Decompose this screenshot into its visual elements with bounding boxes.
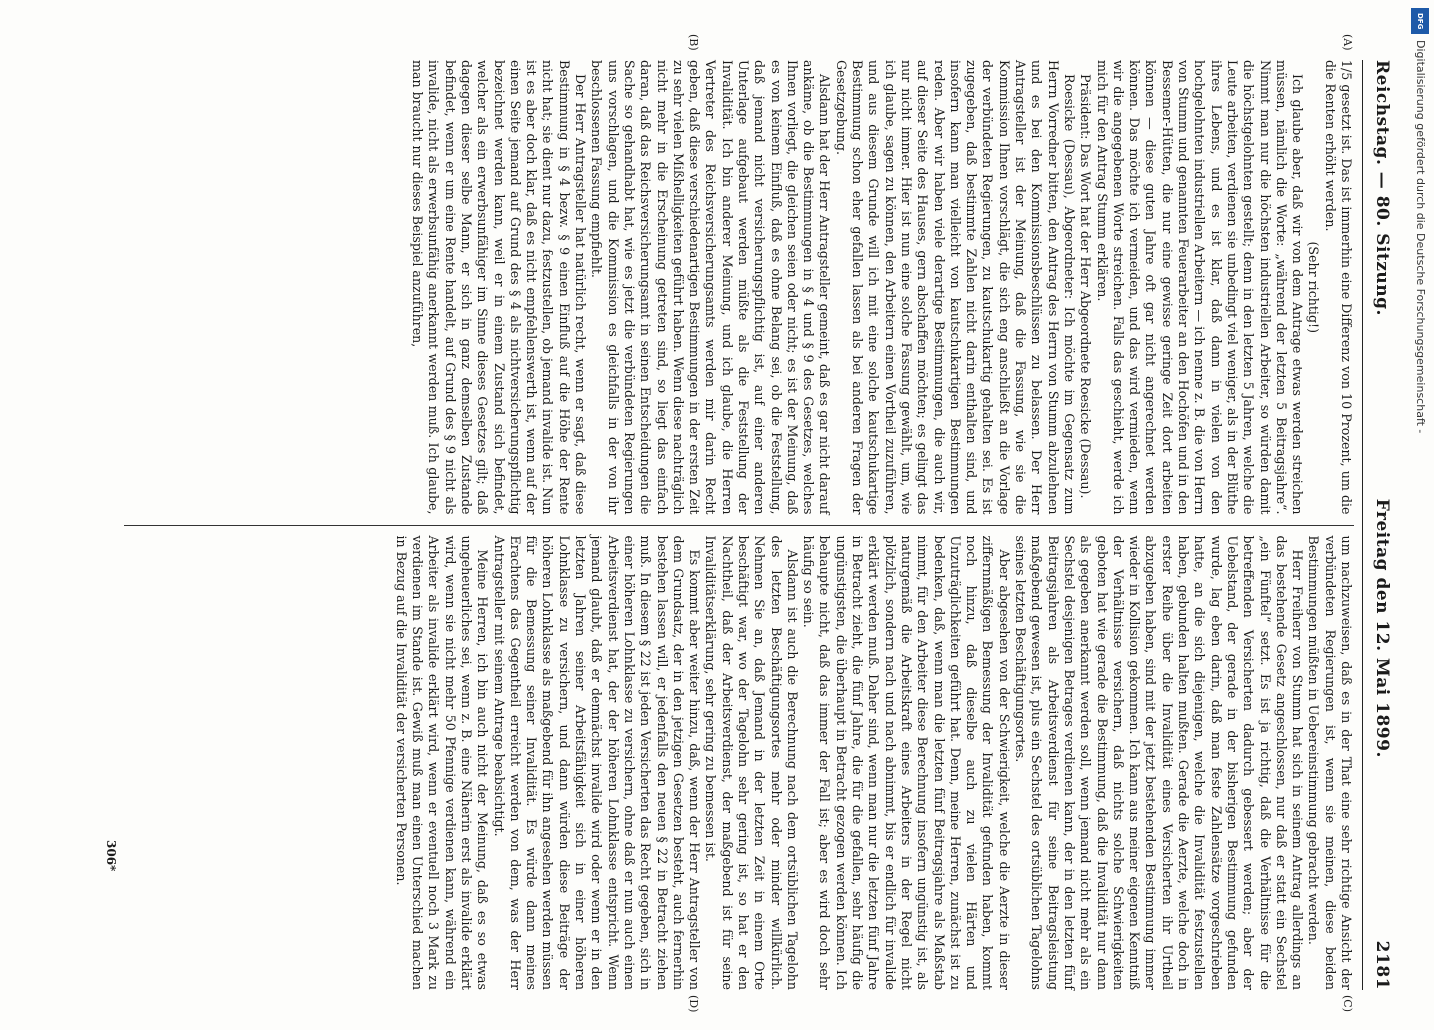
page-number: 2181	[1372, 940, 1392, 990]
header-rule	[1362, 60, 1363, 990]
digitization-stamp	[1409, 6, 1431, 996]
page-header	[1364, 60, 1400, 990]
left-column	[124, 60, 1354, 515]
column-divider	[124, 525, 1354, 526]
stamp-text: Digitalisierung gefördert durch die Deutsche Forschungsgemeinschaft -	[1414, 40, 1427, 434]
margin-marker-b: (B)	[687, 34, 700, 51]
paragraph: Roesicke (Dessau), Abgeordneter: Ich möchte im Gegensatz zum Herrn Vorredner bitten, den Antrag des Herrn von Stumm abzulehnen und es bei den Kommissionsbeschlüssen zu belassen. Der Herr Antragsteller ist der Meinung, daß die Fassung, wie sie die Kommission Ihnen vorschlägt, die sich eng anschließt an die Vorlage der verbündeten Regierungen, zu kautschukartig gehalten sei. Es ist zugegeben, daß bestimmte Zahlen nicht darin enthalten sind, und insofern kann man vielleicht von kautschukartigen Bestimmungen reden. Aber wir haben viele derartige Bestimmungen, die auch wir, auf dieser Seite des Hauses, gern abschaffen möchten; es gelingt das nur nicht immer. Hier ist nun eine solche Fassung gewählt, um, wie ich glaube, sagen zu können, den Arbeitern einen Vortheil zuzuführen, und aus diesem Grunde will ich mit eine solche kautschukartige Bestimmung schon eher gefallen lassen als bei anderen Fragen der Gesetzgebung.	[833, 60, 1077, 515]
header-left: Reichstag. — 80. Sitzung.	[1372, 60, 1392, 316]
margin-marker-c: (C)	[1341, 995, 1354, 1012]
rotated-content	[100, 34, 1400, 1013]
dfg-logo: DFG	[1411, 8, 1429, 34]
paragraph: Aber abgesehen von der Schwierigkeit, welche die Aerzte in dieser ziffernmäßigen Bemessung der Invalidität gefunden haben, kommt noch hinzu, daß dieselbe auch zu vielen Härten und Unzuträglichkeiten geführt hat. Denn, meine Herren, zunächst ist zu bedenken, daß, wenn man die letzten fünf Beitragsjahre als Maßstab nimmt, für den Arbeiter diese Berechnung insofern ungünstig ist, als naturgemäß die Arbeitskraft eines Arbeiters in der Regel nicht plötzlich, sondern nach und nach abnimmt, bis er endlich für invalide erklärt werden muß. Daher sind, wenn man nur die letzten fünf Jahre in Betracht zieht, die fünf Jahre, die für die gefallen, sehr häufig die ungünstigsten, die überhaupt in Betracht gezogen werden können. Ich behaupte nicht, daß das immer der Fall ist; aber es wird doch sehr häufig so sein.	[801, 535, 1012, 990]
paragraph: Meine Herren, ich bin auch nicht der Meinung, daß es so etwas ungeheuerliches sei, wenn z. B. eine Näherin erst als invalide erklärt wird, wenn sie nicht mehr 50 Pfennige verdienen kann, während ein Arbeiter als invalide erklärt wird, wenn er eventuell noch 3 Mark zu verdienen im Stande ist. Gewiß muß man einen Unterschied machen in Bezug auf die Invalidität der versicherten Personen.	[393, 535, 491, 990]
paragraph: Präsident: Das Wort hat der Herr Abgeordnete Roesicke (Dessau).	[1078, 74, 1094, 499]
interjection: (Sehr richtig!)	[1306, 241, 1322, 333]
paragraph: Ich glaube aber, daß wir von dem Antrage etwas werden streichen müssen, nämlich die Worte: „während der letzten 5 Beitragsjahre“. Nimmt man nur die höchsten industriellen Arbeiter, so würden damit die höchstgelohnten gestellt; denn in den letzten 5 Jahren, welche die Leute arbeiten, verdienen sie unbedingt viel weniger, als in der Blüthe ihres Lebens, und es ist klar, daß dann in vielen von den hochgelohnten industriellen Arbeitern — ich nenne z. B. die von Herrn von Stumm und genannten Feuerarbeiter an den Hochöfen und in den Bessemer-Hütten, die nur eine gewisse geringe Zeit dort arbeiten können — diese guten Jahre oft gar nicht angerechnet werden können. Das möchte ich vermeiden, und das wird vermieden, wenn wir die angegebenen Worte streichen. Falls das geschieht, werde ich mich für den Antrag Stumm erklären.	[1094, 60, 1306, 515]
paragraph: um nachzuweisen, daß es in der That eine sehr richtige Ansicht der verbündeten Regierungen ist, wenn sie meinen, diese beiden Bestimmungen müßten in Uebereinstimmung gebracht werden.	[1306, 535, 1354, 990]
margin-marker-d: (D)	[687, 995, 700, 1013]
paragraph: Es kommt aber weiter hinzu, daß, wenn der Herr Antragsteller von dem Grundsatz, der in den jetzigen Gesetzen besteht, auch fernerhin bestehen lassen will, er jedenfalls den neuen § 22 in Betracht ziehen muß. In diesem § 22 ist jeden Versicherten das Recht gegeben, sich in einer höheren Lohnklasse zu versichern, ohne daß er nun auch einen Arbeitsverdienst hat, der der höheren Lohnklasse entspricht. Wenn jemand glaubt, daß er demnächst invalide wird oder wenn er in den letzten Jahren seiner Arbeitsfähigkeit sich in einer höheren Lohnklasse zu versichern, und dann würden diese Beiträge der höheren Lohnklasse als maßgebend für ihn angesehen werden müssen für die Bemessung seiner Invalidität. Es würde dann meines Erachtens das Gegentheil erreicht werden von dem, was der Herr Antragsteller mit seinem Antrage beabsichtigt.	[491, 535, 703, 990]
paragraph: Der Herr Antragsteller hat natürlich recht, wenn er sagt, daß diese Bestimmung in § 4 bezw. § 9 einen Einfluß auf die Höhe der Rente nicht hat; sie dient nur dazu, festzustellen, ob jemand invalide ist. Nun ist es aber doch klar, daß es nicht empfehlenswerth ist, wenn auf der einen Seite jemand auf Grund des § 4 als nichtversicherungspflichtig bezeichnet werden kann, weil er in einem Zustand sich befindet, welcher als ein erwerbsunfähiger im Sinne dieses Gesetzes gilt; daß dagegen dieser selbe Mann, er sich in ganz demselben Zustande befindet, wenn er um eine Rente handelt, auf Grund des § 9 nicht als invalide, nicht als erwerbsunfähig anerkannt werden muß. Ich glaube, man braucht nur dieses Beispiel anzuführen,	[410, 60, 589, 515]
paragraph: 1/5 gesetzt ist. Das ist immerhin eine Differenz von 10 Prozent, um die die Renten erhöht werden.	[1322, 60, 1354, 515]
signature-mark: 306*	[104, 840, 118, 872]
text-columns	[124, 60, 1354, 990]
header-center: Freitag den 12. Mai 1899.	[1372, 498, 1392, 758]
right-column	[124, 536, 1354, 991]
margin-marker-a: (A)	[1341, 34, 1354, 51]
paragraph: Alsdann ist auch die Berechnung nach dem ortsüblichen Tagelohn des letzten Beschäftigungsortes mehr oder minder willkürlich. Nehmen Sie an, daß Jemand in der letzten Zeit in einem Orte beschäftigt war, wo der Tagelohn sehr gering ist, so hat er den Nachtheil, daß der Arbeitsverdienst, der maßgebend ist für seine Invaliditätserklärung, sehr gering zu bemessen ist.	[703, 535, 800, 990]
paragraph: Alsdann hat der Herr Antragsteller gemeint, daß es gar nicht darauf ankäme, ob die Bestimmungen in § 4 und § 9 des Gesetzes, welches Ihnen vorliegt, die gleichen seien oder nicht; es ist der Meinung, daß es von keinem Einfluß, daß es ohne Belang sei, ob die Feststellung, daß jemand nicht versicherungspflichtig ist, auf einer anderen Unterlage aufgebaut werden müßte als die Feststellung der Invalidität. Ich bin anderer Meinung, und ich glaube, die Herren Vertreter des Reichsversicherungsamts werden mir darin Recht geben, daß diese verschiedenartigen Bestimmungen in der ersten Zeit zu sehr vielen Mißhelligkeiten geführt haben. Wenn diese nachträglich nicht mehr in die Erscheinung getreten sind, so liegt das einfach daran, daß das Reichsversicherungsamt in seinen Entscheidungen die Sache so gehandhabt hat, wie es jetzt die verbündeten Regierungen uns vorschlagen, und die Kommission es gleichfalls in der von ihr beschlossenen Fassung empfiehlt.	[589, 60, 833, 515]
paragraph: Herr Freiherr von Stumm hat sich in seinem Antrag allerdings an das bestehende Gesetz angeschlossen, nur daß er statt ein Sechstel „ein Fünftel“ setzt. Es ist ja richtig, daß die Verhältnisse für die betreffenden Versicherten dadurch gebessert werden; aber der Uebelstand, der gerade in der bisherigen Bestimmung gefunden wurde, lag eben darin, daß man feste Zahlensätze vorgeschrieben hatte, an die sich diejenigen, welche die Invalidität festzustellen haben, gebunden halten mußten. Gerade die Aerzte, welche doch in erster Reihe über die Invalidität eines Versicherten ihr Urtheil abzugeben haben, sind mit der jetzt bestehenden Bestimmung immer wieder in Kollision gekommen. Ich kann aus meiner eigenen Kenntniß der Verhältnisse versichern, daß nichts solche Schwierigkeiten geboten hat wie gerade die Bestimmung, daß die Invalidität nur dann als gegeben anerkannt werden soll, wenn jemand nicht mehr als ein Sechstel desjenigen Betrages verdienen kann, der in den letzten fünf Beitragsjahren als Arbeitsverdienst für seine Beitragsleistung maßgebend gewesen ist, plus ein Sechstel des ortsüblichen Tagelohns seines letzten Beschäftigungsortes.	[1013, 535, 1306, 990]
